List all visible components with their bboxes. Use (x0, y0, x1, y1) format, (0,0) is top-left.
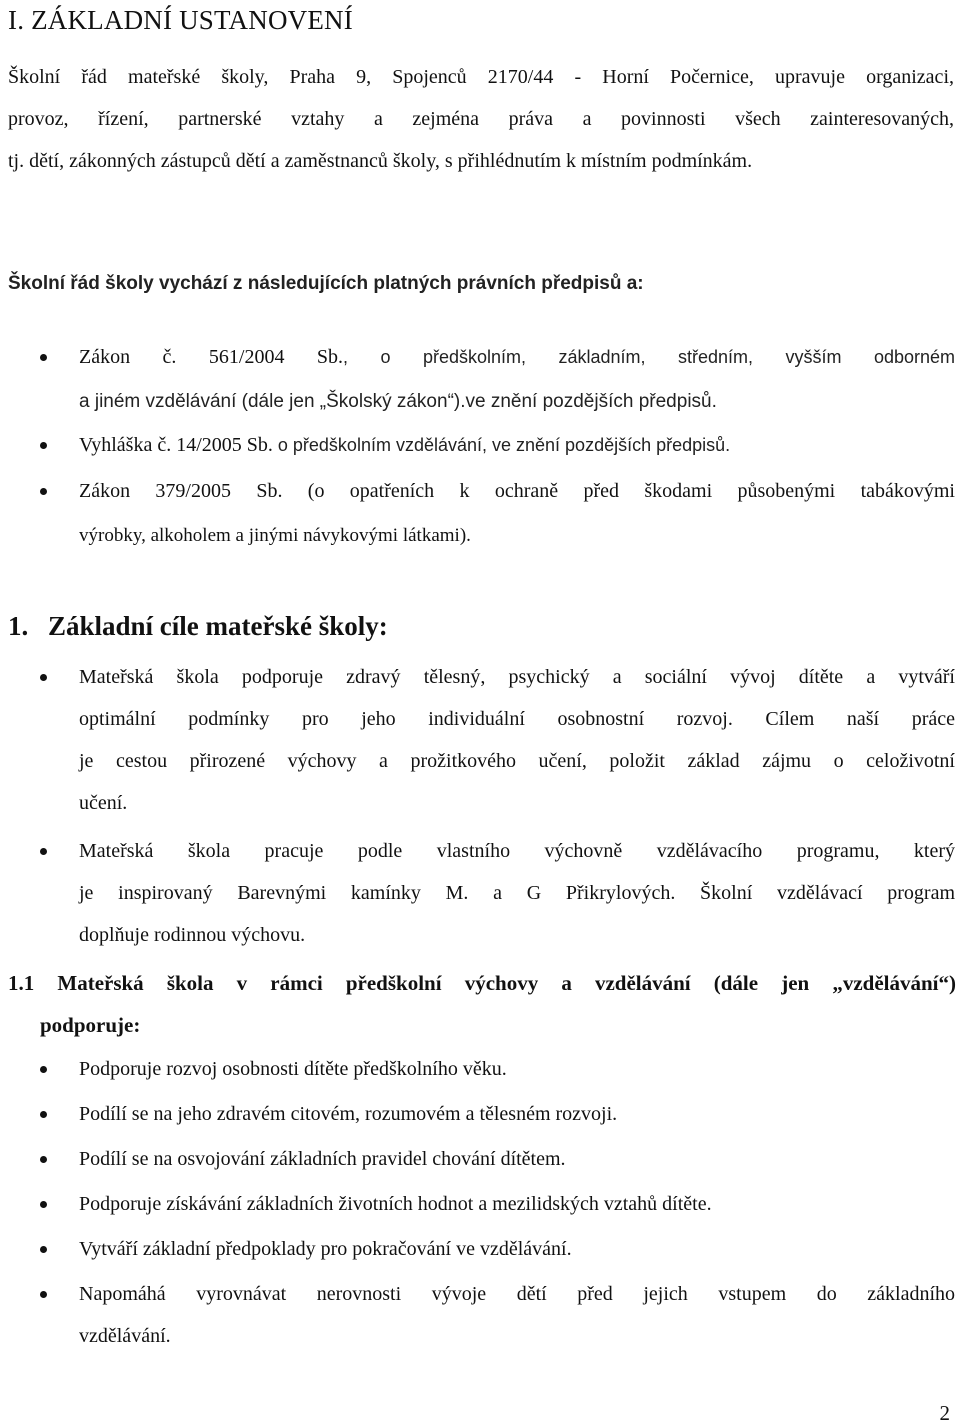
list-item-line: Zákon 379/2005 Sb. (o opatřeních k ochraně před škodami působenými tabákovými (79, 480, 955, 502)
list-item (0, 424, 960, 470)
bullet-icon (40, 442, 47, 449)
list-item (0, 656, 960, 830)
list-item-line: učení. (79, 792, 128, 814)
subsection-title-line: 1.1 Mateřská škola v rámci předškolní výchovy a vzdělávání (dále jen „vzdělávání“) (8, 971, 956, 995)
sources-heading: Školní řád školy vychází z následujících platných právních předpisů a: (8, 273, 644, 294)
section-title-text: Základní cíle mateřské školy: (48, 611, 388, 641)
list-item (0, 1048, 960, 1093)
list-item-text (79, 1048, 955, 1090)
bullet-icon (40, 1291, 47, 1298)
list-item (0, 1273, 960, 1361)
list-item-text (79, 1228, 955, 1270)
section-number: 1. (8, 611, 29, 641)
intro-line: tj. dětí, zákonných zástupců dětí a zaměstnanců školy, s přihlédnutím k místním podmínkám. (8, 150, 753, 172)
list-item (0, 1183, 960, 1228)
list-item-text (79, 1273, 955, 1357)
bullet-icon (40, 1111, 47, 1118)
bullet-icon (40, 674, 47, 681)
sources-list (0, 336, 960, 558)
list-item-text (79, 336, 955, 424)
intro-line: provoz, řízení, partnerské vztahy a zejména práva a povinnosti všech zainteresovaných, (8, 108, 954, 130)
list-item-text (79, 1183, 955, 1225)
list-item-line: Mateřská škola podporuje zdravý tělesný, psychický a sociální vývoj dítěte a vytváří (79, 666, 955, 688)
support-list (0, 1048, 960, 1361)
bullet-icon (40, 1066, 47, 1073)
list-item-line: Zákon č. 561/2004 Sb., o předškolním, základním, středním, vyšším odborném (79, 346, 955, 368)
list-item-line: Mateřská škola pracuje podle vlastního výchovně vzdělávacího programu, který (79, 840, 955, 862)
list-item-line: Vytváří základní předpoklady pro pokračování ve vzdělávání. (79, 1238, 572, 1260)
list-item-line: a jiném vzdělávání (dále jen „Školský zákon“).ve znění pozdějších předpisů. (79, 391, 717, 412)
list-item-line: výrobky, alkoholem a jinými návykovými látkami). (79, 525, 471, 546)
bullet-icon (40, 488, 47, 495)
list-item (0, 830, 960, 964)
page-number: 2 (939, 1401, 950, 1425)
subsection-title-line: podporuje: (40, 1013, 141, 1037)
list-item (0, 1228, 960, 1273)
bullet-icon (40, 1246, 47, 1253)
bullet-icon (40, 354, 47, 361)
list-item-text (79, 424, 955, 468)
list-item-text (79, 1138, 955, 1180)
list-item-text (79, 830, 955, 956)
list-item-line: optimální podmínky pro jeho individuální osobnostní rozvoj. Cílem naší práce (79, 708, 955, 730)
list-item-line: Podporuje rozvoj osobnosti dítěte předškolního věku. (79, 1058, 507, 1080)
intro-paragraph (8, 56, 954, 182)
list-item (0, 336, 960, 424)
list-item-line: Vyhláška č. 14/2005 Sb. o předškolním vzdělávání, ve znění pozdějších předpisů. (79, 434, 731, 456)
list-item-line: doplňuje rodinnou výchovu. (79, 924, 306, 946)
bullet-icon (40, 848, 47, 855)
list-item-line: Napomáhá vyrovnávat nerovnosti vývoje dětí před jejich vstupem do základního (79, 1283, 955, 1305)
list-item-text (79, 1093, 955, 1135)
goals-list (0, 656, 960, 964)
list-item-text (79, 470, 955, 558)
section-title (8, 606, 388, 646)
section-heading: I. ZÁKLADNÍ USTANOVENÍ (8, 5, 353, 35)
list-item-text (79, 656, 955, 824)
list-item-line: je inspirovaný Barevnými kamínky M. a G Přikrylových. Školní vzdělávací program (79, 882, 955, 904)
list-item-line: Podporuje získávání základních životních hodnot a mezilidských vztahů dítěte. (79, 1193, 712, 1215)
list-item-line: vzdělávání. (79, 1325, 171, 1347)
list-item-line: Podílí se na osvojování základních pravidel chování dítětem. (79, 1148, 566, 1170)
intro-line: Školní řád mateřské školy, Praha 9, Spojenců 2170/44 - Horní Počernice, upravuje organizaci, (8, 66, 954, 88)
list-item (0, 470, 960, 558)
bullet-icon (40, 1156, 47, 1163)
subsection-title (8, 962, 956, 1046)
list-item-line: Podílí se na jeho zdravém citovém, rozumovém a tělesném rozvoji. (79, 1103, 618, 1125)
list-item-line: je cestou přirozené výchovy a prožitkového učení, položit základ zájmu o celoživotní (79, 750, 955, 772)
list-item (0, 1093, 960, 1138)
list-item (0, 1138, 960, 1183)
bullet-icon (40, 1201, 47, 1208)
